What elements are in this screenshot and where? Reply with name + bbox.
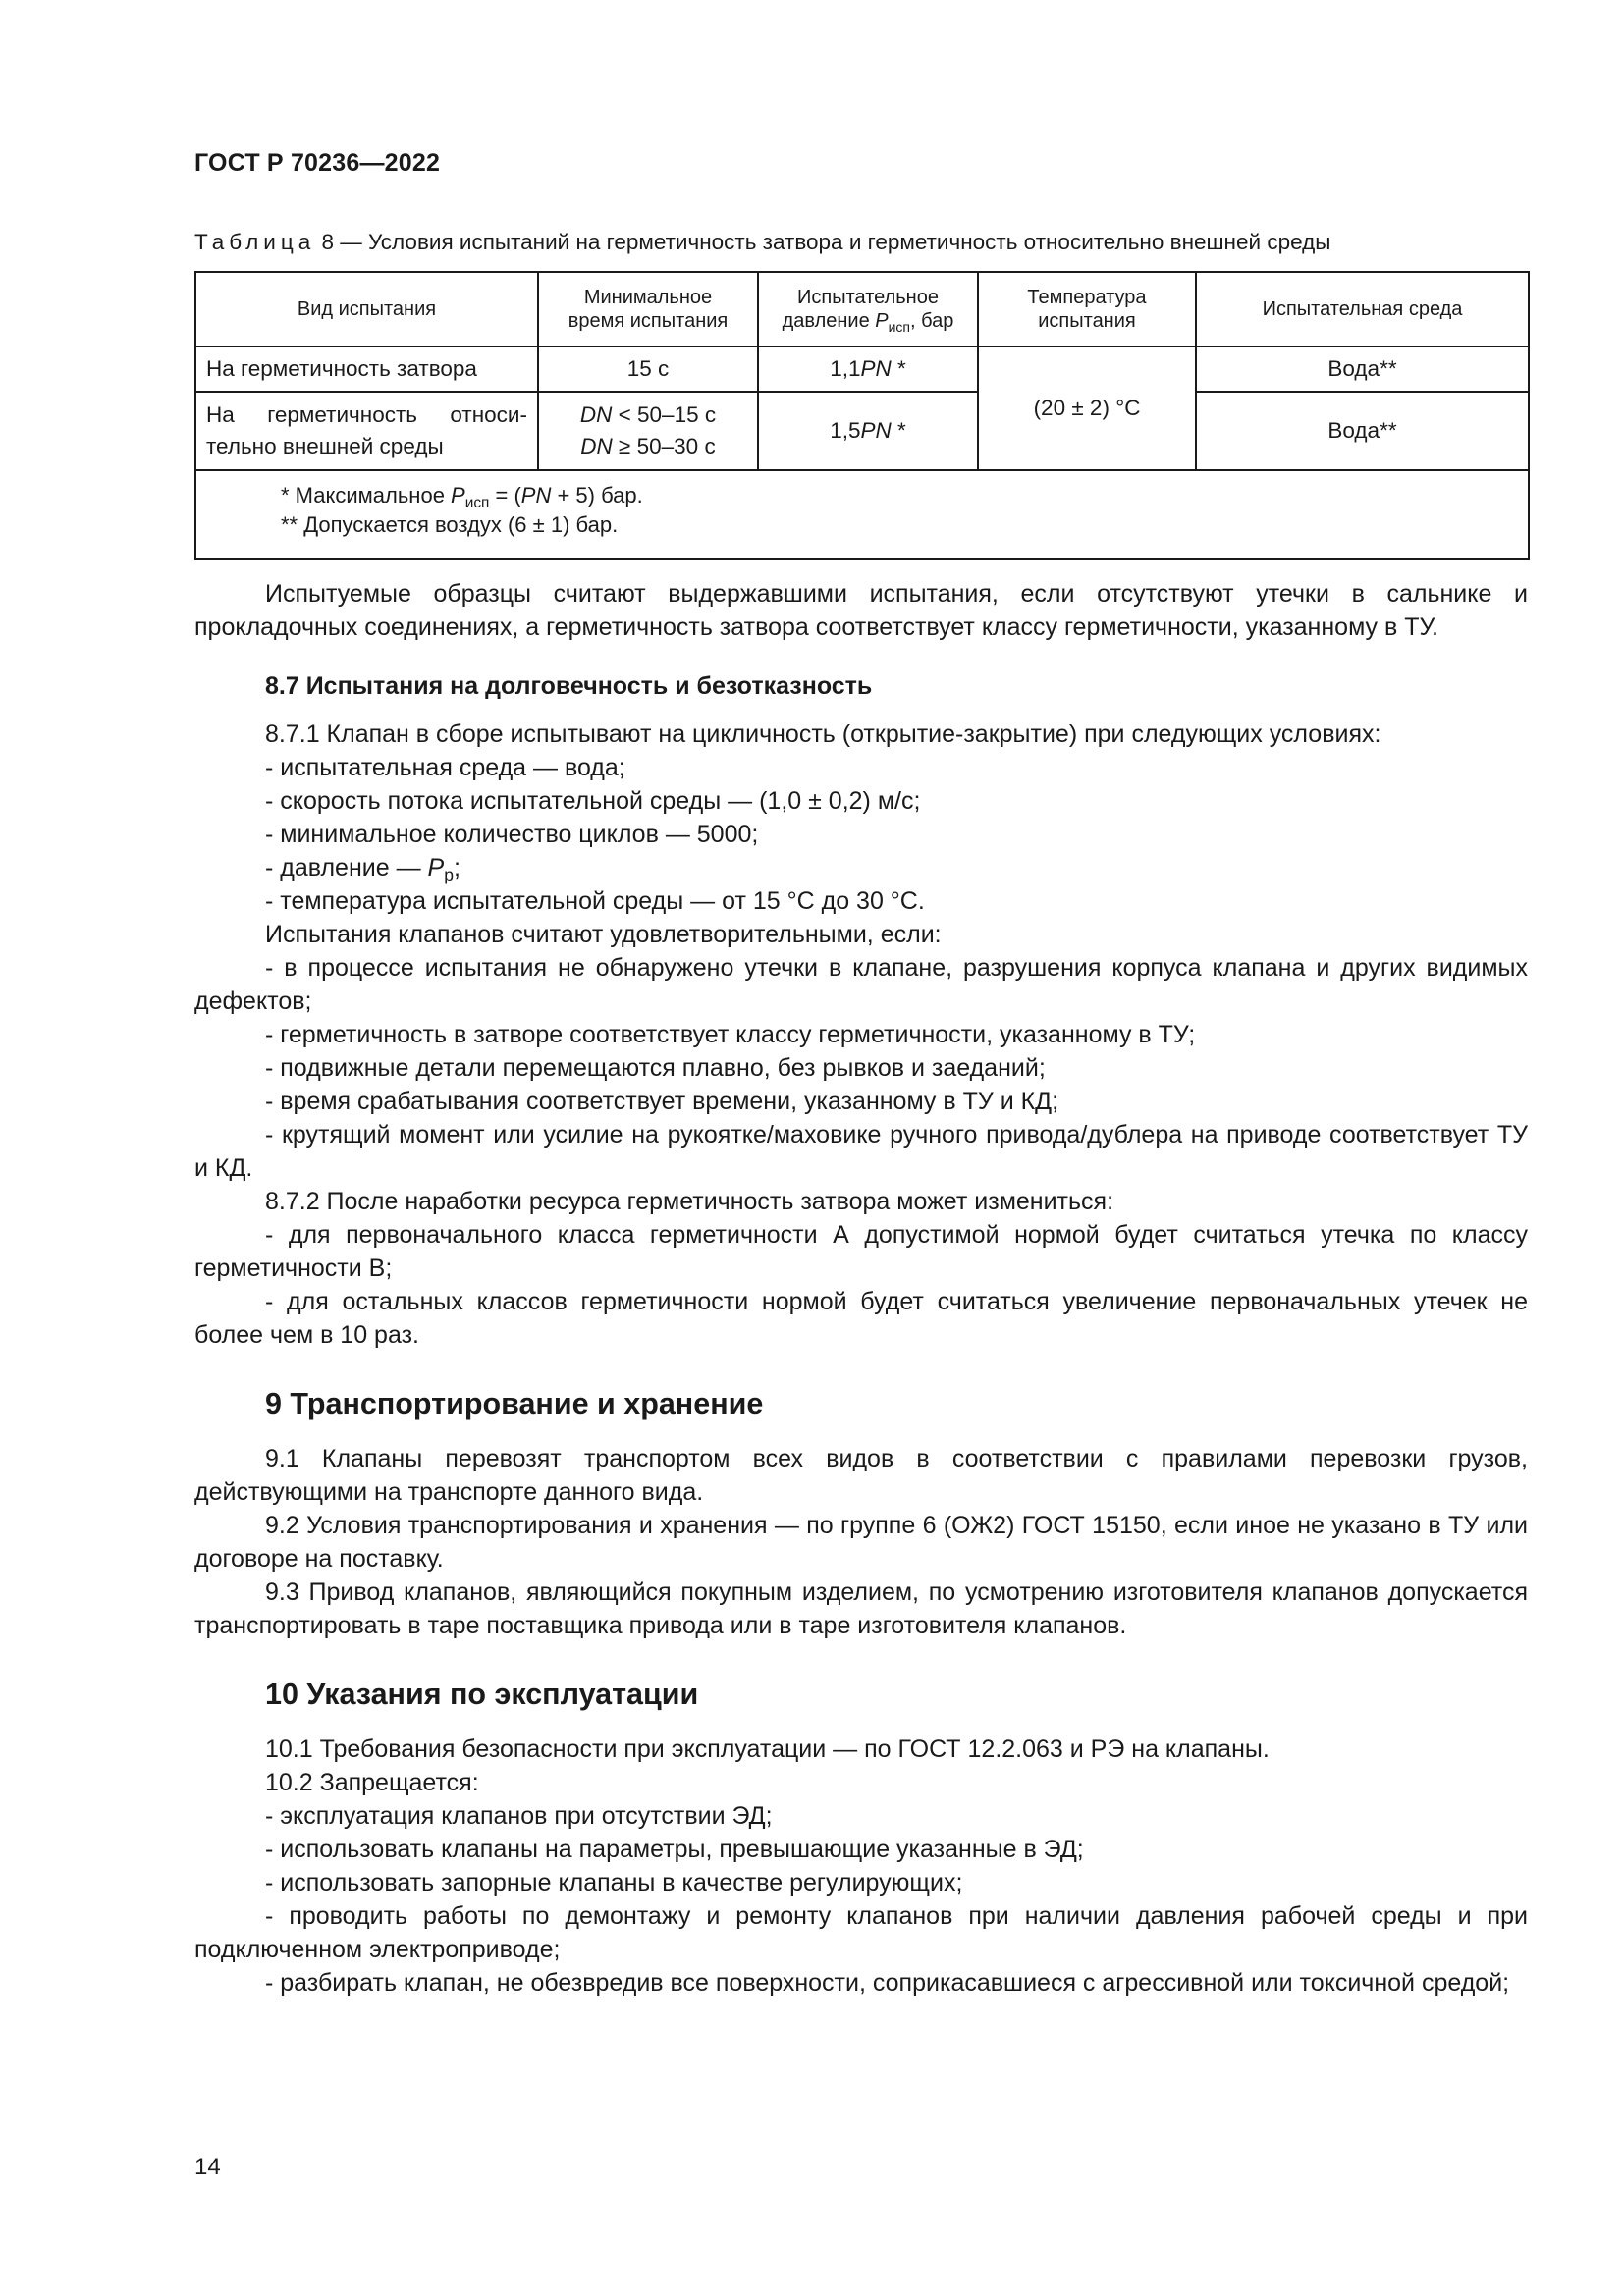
list-item: - температура испытательной среды — от 15 °С до 30 °С. [265,887,925,915]
paragraph: 10.1 Требования безопасности при эксплуатации — по ГОСТ 12.2.063 и РЭ на клапаны. [265,1735,1270,1763]
list-item: - в процессе испытания не обнаружено утечки в клапане, разрушения корпуса клапана и других видимых дефектов; [194,954,1528,1015]
list-item: - разбирать клапан, не обезвредив все поверхности, соприкасавшиеся с агрессивной или токсичной средой; [265,1969,1510,1997]
list-item: - для первоначального класса герметичности А допустимой нормой будет считаться утечка по классу герметичности В; [194,1221,1528,1282]
paragraph: 9.1 Клапаны перевозят транспортом всех видов в соответствии с правилами перевозки грузов, действующими на транспорте данного вида. [194,1445,1528,1506]
list-item: - использовать клапаны на параметры, превышающие указанные в ЭД; [265,1836,1084,1863]
paragraph: Испытуемые образцы считают выдержавшими испытания, если отсутствуют утечки в сальнике и прокладочных соединениях, а герметичность затвора соответствует классу герметичности, указанному в ТУ. [194,580,1528,641]
table-notes [195,470,1529,559]
running-head: ГОСТ Р 70236—2022 [194,149,441,177]
table-note-2: ** Допускается воздух (6 ± 1) бар. [281,512,619,537]
list-item: - минимальное количество циклов — 5000; [265,821,759,848]
cell-medium: Вода** [1196,347,1529,392]
cell-test-type: На герметичность затвора [195,347,538,392]
header-test-type: Вид испытания [195,272,538,347]
section-9-heading: 9 Транспортирование и хранение [265,1387,764,1420]
header-min-time: Минимальное время испытания [538,272,758,347]
main-text [194,577,1528,2000]
cell-pressure: 1,1PN * [758,347,978,392]
cell-medium: Вода** [1196,392,1529,470]
list-item: - испытательная среда — вода; [265,754,625,781]
section-10-heading: 10 Указания по эксплуатации [265,1678,699,1711]
header-test-pressure: Испытательное давление $P_{исп}$, бар [758,272,978,347]
section-8-7-heading: 8.7 Испытания на долговечность и безотказность [265,672,873,700]
table-caption-text: 8 — Условия испытаний на герметичность затвора и герметичность относительно внешней среды [321,230,1331,254]
cell-pressure: 1,5PN * [758,392,978,470]
cell-temperature: (20 ± 2) °С [978,347,1196,470]
list-item: - время срабатывания соответствует времени, указанному в ТУ и КД; [265,1088,1059,1115]
paragraph: 9.3 Привод клапанов, являющийся покупным изделием, по усмотрению изготовителя клапанов допускается транспортировать в таре поставщика привода или в таре изготовителя клапанов. [194,1578,1528,1639]
cell-min-time: DN < 50–15 с DN ≥ 50–30 с [538,392,758,470]
list-item: - эксплуатация клапанов при отсутствии ЭД; [265,1802,773,1830]
header-test-medium: Испытательная среда [1196,272,1529,347]
table-row [195,347,1529,392]
table-row [195,392,1529,470]
paragraph: 9.2 Условия транспортирования и хранения — по группе 6 (ОЖ2) ГОСТ 15150, если иное не указано в ТУ или договоре на поставку. [194,1512,1528,1573]
table-caption-prefix: Таблица [194,230,316,254]
paragraph: 8.7.2 После наработки ресурса герметичность затвора может измениться: [265,1188,1114,1215]
header-temperature: Температура испытания [978,272,1196,347]
page-number: 14 [194,2154,221,2180]
list-item: - подвижные детали перемещаются плавно, без рывков и заеданий; [265,1054,1046,1082]
table-caption [194,230,1330,255]
list-item: - скорость потока испытательной среды — (1,0 ± 0,2) м/с; [265,787,921,815]
table-header-row [195,272,1529,347]
list-item: - для остальных классов герметичности нормой будет считаться увеличение первоначальных утечек не более чем в 10 раз. [194,1288,1528,1349]
list-item: - проводить работы по демонтажу и ремонту клапанов при наличии давления рабочей среды и при подключенном электроприводе; [194,1902,1528,1963]
cell-test-type: На герметичность относи- тельно внешней среды [195,392,538,470]
list-item: - герметичность в затворе соответствует классу герметичности, указанному в ТУ; [265,1021,1196,1048]
table-note-1: * Максимальное $P_{исп} = (PN + 5)$ бар. [281,483,643,511]
paragraph: 8.7.1 Клапан в сборе испытывают на цикличность (открытие-закрытие) при следующих условиях: [265,721,1381,748]
table-notes-row [195,470,1529,559]
list-item: - крутящий момент или усилие на рукоятке/маховике ручного привода/дублера на приводе соответствует ТУ и КД. [194,1121,1528,1182]
list-item: - давление — $P_р$; [265,854,460,884]
cell-min-time: 15 с [538,347,758,392]
paragraph: Испытания клапанов считают удовлетворительными, если: [265,921,942,948]
list-item: - использовать запорные клапаны в качестве регулирующих; [265,1869,963,1896]
test-conditions-table [194,271,1530,560]
paragraph: 10.2 Запрещается: [265,1769,479,1796]
